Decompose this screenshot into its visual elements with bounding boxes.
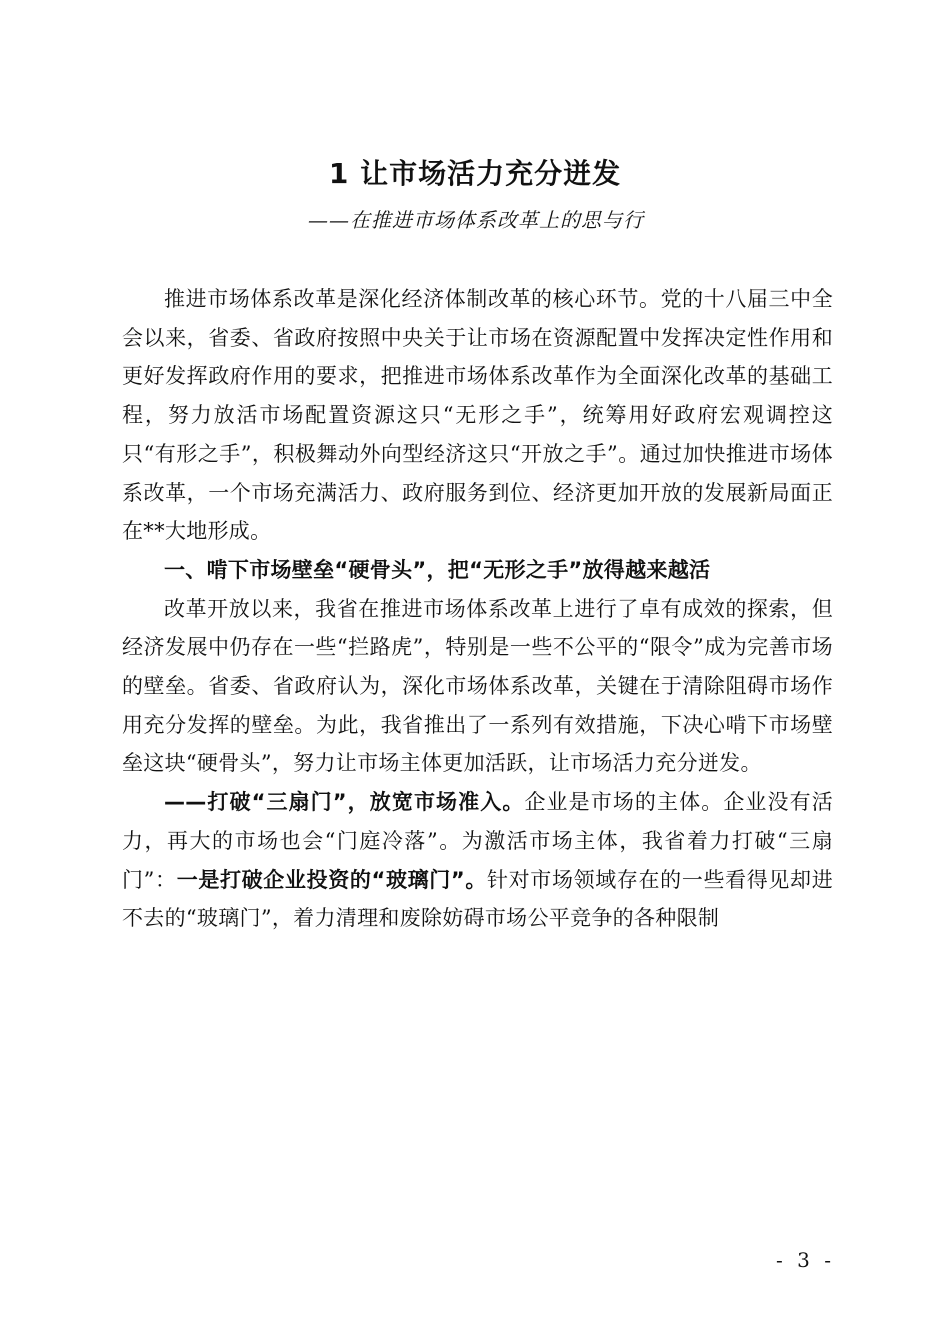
point-1-paragraph <box>122 783 833 938</box>
point-1-sub-lead: 一是打破企业投资的“玻璃门”。 <box>176 867 487 892</box>
page-number: - 3 - <box>776 1248 835 1272</box>
document-title: 1 让市场活力充分迸发 <box>328 157 622 190</box>
document-subtitle: ——在推进市场体系改革上的思与行 <box>308 208 644 232</box>
point-1-text-a: 企业是市场的主体。企业没有活力，再大的市场也会“门庭冷落”。为激活市场主体，我省着力打破“三扇门”： <box>122 790 834 892</box>
point-1-lead: ——打破“三扇门”，放宽市场准入。 <box>164 790 525 815</box>
section-heading-1: 一、啃下市场壁垒“硬骨头”，把“无形之手”放得越来越活 <box>164 557 711 582</box>
point-1-text-b: 针对市场领域存在的一些看得见却进不去的“玻璃门”，着力清理和废除妨碍市场公平竞争的各种限制 <box>122 867 833 931</box>
document-body <box>122 280 833 938</box>
section-1-paragraph: 改革开放以来，我省在推进市场体系改革上进行了卓有成效的探索，但经济发展中仍存在一些“拦路虎”，特别是一些不公平的“限令”成为完善市场的壁垒。省委、省政府认为，深化市场体系改革，关键在于清除阻碍市场作用充分发挥的壁垒。为此，我省推出了一系列有效措施，下决心啃下市场壁垒这块“硬骨头”，努力让市场主体更加活跃，让市场活力充分迸发。 <box>122 596 833 776</box>
intro-paragraph: 推进市场体系改革是深化经济体制改革的核心环节。党的十八届三中全会以来，省委、省政府按照中央关于让市场在资源配置中发挥决定性作用和更好发挥政府作用的要求，把推进市场体系改革作为全面深化改革的基础工程，努力放活市场配置资源这只“无形之手”，统筹用好政府宏观调控这只“有形之手”，积极舞动外向型经济这只“开放之手”。通过加快推进市场体系改革，一个市场充满活力、政府服务到位、经济更加开放的发展新局面正在**大地形成。 <box>122 287 833 544</box>
